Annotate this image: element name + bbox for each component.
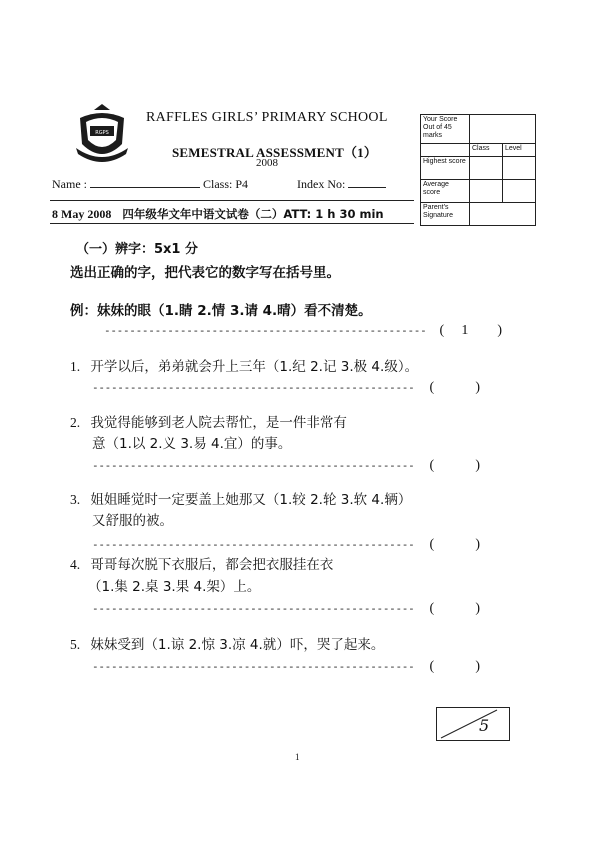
index-blank[interactable] — [348, 177, 386, 188]
your-score-cell[interactable] — [470, 115, 536, 144]
average-score-label: Average score — [421, 180, 470, 203]
question-number: 5. — [70, 637, 81, 652]
question-number: 1. — [70, 359, 81, 374]
school-crest-logo — [72, 104, 132, 168]
answer-dash-line: --------------------------------------------------- — [92, 602, 415, 615]
paper-title: 四年级华文年中语文试卷（二）ATT: 1 h 30 min — [122, 207, 384, 221]
answer-line-1 — [92, 376, 480, 396]
assessment-title: SEMESTRAL ASSESSMENT（1） — [172, 145, 378, 160]
highest-score-label: Highest score — [421, 157, 470, 180]
question-5 — [70, 635, 384, 655]
question-number: 4. — [70, 557, 81, 572]
question-2 — [70, 413, 347, 433]
header-divider-top — [50, 200, 414, 201]
class-header: Class — [470, 144, 503, 157]
score-table — [420, 114, 536, 226]
name-blank[interactable] — [90, 177, 200, 188]
question-text: 妹妹受到（1.谅 2.惊 3.凉 4.就）吓，哭了起来。 — [90, 637, 385, 653]
paren-open: ( — [429, 537, 435, 552]
answer-dash-line: --------------------------------------------------- — [92, 459, 415, 472]
section-heading: （一）辨字：5x1 分 — [76, 242, 199, 257]
your-score-label: Your Score Out of 45 marks — [421, 115, 470, 144]
answer-dash-line: --------------------------------------------------- — [104, 324, 427, 337]
question-text: 我觉得能够到老人院去帮忙，是一件非常有 — [90, 415, 347, 431]
answer-dash-line: --------------------------------------------------- — [92, 381, 415, 394]
answer-line-2 — [92, 454, 480, 474]
exam-date: 8 May 2008 — [52, 207, 112, 221]
question-text: 开学以后，弟弟就会升上三年（1.纪 2.记 3.极 4.级）。 — [90, 359, 419, 375]
average-class-cell — [470, 180, 503, 203]
paren-open: ( — [429, 601, 435, 616]
question-3-line-2: 又舒服的被。 — [92, 513, 173, 529]
paren-close: ) — [475, 659, 480, 674]
highest-level-cell — [503, 157, 536, 180]
paren-close: ) — [475, 537, 480, 552]
answer-dash-line: --------------------------------------------------- — [92, 538, 415, 551]
example-answer: 1 — [461, 323, 469, 338]
paren-close: ) — [475, 458, 480, 473]
school-name: RAFFLES GIRLS’ PRIMARY SCHOOL — [146, 110, 388, 125]
question-number: 3. — [70, 492, 81, 507]
answer-dash-line: --------------------------------------------------- — [92, 660, 415, 673]
average-level-cell — [503, 180, 536, 203]
question-2-line-2: 意（1.以 2.义 3.易 4.宜）的事。 — [92, 436, 292, 452]
index-field-group — [297, 177, 386, 192]
header-divider-bottom — [50, 223, 414, 224]
answer-line-3 — [92, 533, 480, 553]
score-box-slash — [437, 708, 509, 740]
answer-line-5 — [92, 655, 480, 675]
section-instruction: 选出正确的字，把代表它的数字写在括号里。 — [70, 265, 340, 281]
answer-line-4 — [92, 597, 480, 617]
example-question: 例：妹妹的眼（1.睛 2.情 3.请 4.晴）看不清楚。 — [70, 303, 372, 319]
question-text: 姐姐睡觉时一定要盖上她那又（1.较 2.轮 3.软 4.辆） — [90, 492, 412, 508]
parent-signature-label: Parent's Signature — [421, 203, 470, 226]
paren-open: ( — [439, 323, 445, 338]
name-label: Name : — [52, 177, 87, 191]
name-field-group — [52, 177, 200, 192]
svg-text:RGPS: RGPS — [95, 130, 109, 136]
question-4-line-2: （1.集 2.桌 3.果 4.架）上。 — [88, 579, 261, 595]
index-label: Index No: — [297, 177, 346, 191]
class-label: Class: P4 — [203, 177, 249, 191]
paren-close: ) — [475, 601, 480, 616]
question-1 — [70, 357, 418, 377]
date-row — [52, 206, 384, 222]
parent-signature-cell[interactable] — [470, 203, 536, 226]
question-3 — [70, 490, 411, 510]
paren-open: ( — [429, 380, 435, 395]
score-blank-cell — [421, 144, 470, 157]
paren-close: ) — [497, 323, 503, 338]
section-score-box — [436, 707, 510, 741]
section-score-mark: 5 — [479, 716, 490, 735]
highest-class-cell — [470, 157, 503, 180]
question-text: 哥哥每次脱下衣服后，都会把衣服挂在衣 — [90, 557, 334, 573]
assessment-year: 2008 — [256, 157, 278, 169]
level-header: Level — [503, 144, 536, 157]
paren-open: ( — [429, 458, 435, 473]
page-number: 1 — [295, 752, 300, 762]
question-4 — [70, 555, 333, 575]
question-number: 2. — [70, 415, 81, 430]
example-answer-line — [104, 319, 502, 339]
paren-close: ) — [475, 380, 480, 395]
paren-open: ( — [429, 659, 435, 674]
